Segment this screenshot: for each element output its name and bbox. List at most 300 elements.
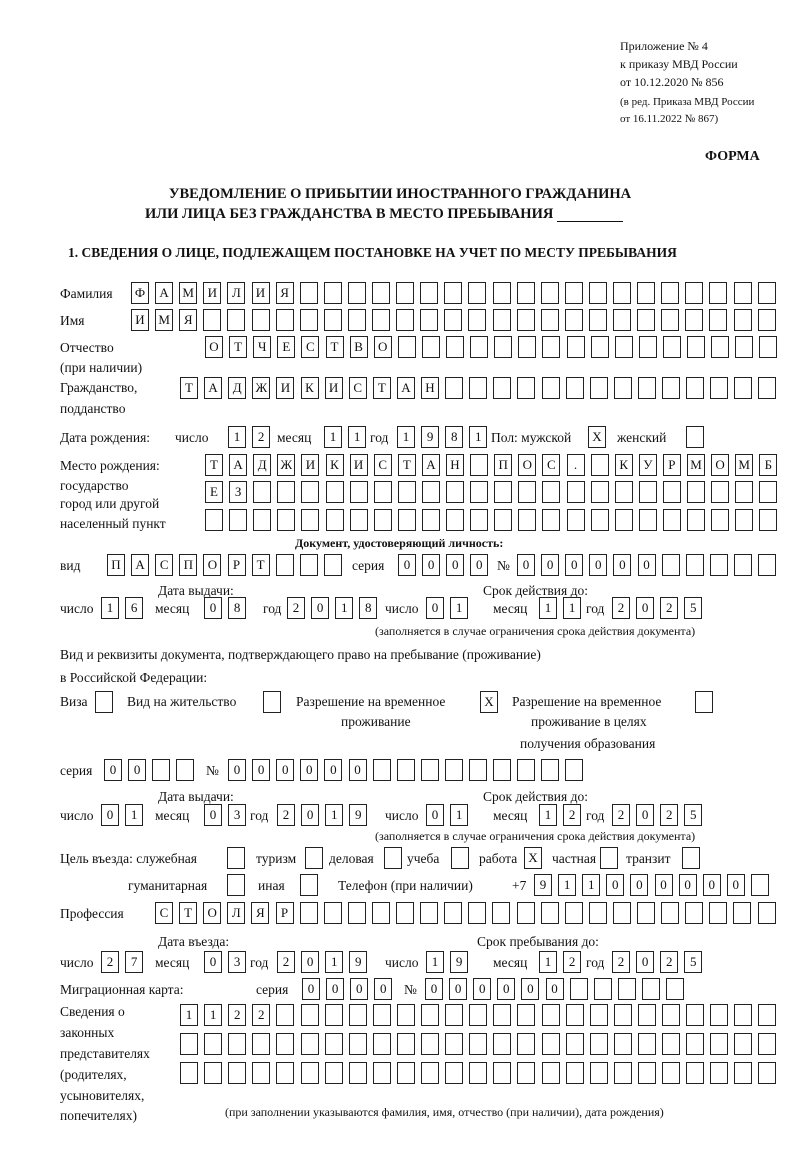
char-box[interactable] — [735, 509, 753, 531]
char-box[interactable] — [470, 509, 488, 531]
char-box[interactable]: 2 — [277, 804, 295, 826]
char-box[interactable] — [615, 481, 633, 503]
char-box[interactable]: Я — [179, 309, 197, 331]
char-box[interactable] — [758, 902, 776, 924]
char-box[interactable] — [758, 1033, 776, 1055]
char-box[interactable] — [492, 902, 510, 924]
char-box[interactable] — [542, 481, 560, 503]
char-box[interactable]: 0 — [546, 978, 564, 1000]
char-box[interactable]: С — [155, 554, 173, 576]
char-box[interactable] — [252, 1062, 270, 1084]
char-box[interactable]: 2 — [252, 1004, 270, 1026]
char-box[interactable] — [301, 1033, 319, 1055]
char-box[interactable] — [542, 377, 560, 399]
char-box[interactable] — [470, 336, 488, 358]
char-box[interactable]: И — [325, 377, 343, 399]
char-box[interactable] — [662, 1062, 680, 1084]
char-box[interactable]: Ж — [277, 454, 295, 476]
char-box[interactable]: К — [615, 454, 633, 476]
char-box[interactable] — [444, 282, 462, 304]
char-box[interactable] — [204, 1062, 222, 1084]
char-box[interactable] — [518, 509, 536, 531]
char-box[interactable] — [614, 1033, 632, 1055]
char-box[interactable] — [350, 509, 368, 531]
char-box[interactable]: 0 — [606, 874, 624, 896]
char-box[interactable] — [567, 336, 585, 358]
char-box[interactable] — [493, 1062, 511, 1084]
char-box[interactable] — [277, 481, 295, 503]
char-box[interactable]: Т — [326, 336, 344, 358]
char-box[interactable] — [615, 509, 633, 531]
char-box[interactable]: 2 — [660, 597, 678, 619]
char-box[interactable] — [277, 509, 295, 531]
char-box[interactable] — [517, 1062, 535, 1084]
char-box[interactable]: У — [639, 454, 657, 476]
char-box[interactable]: И — [350, 454, 368, 476]
char-box[interactable]: 2 — [252, 426, 270, 448]
char-box[interactable] — [494, 509, 512, 531]
char-box[interactable] — [468, 309, 486, 331]
char-box[interactable]: Я — [251, 902, 269, 924]
char-box[interactable]: Н — [421, 377, 439, 399]
char-box[interactable]: А — [131, 554, 149, 576]
char-box[interactable] — [228, 1062, 246, 1084]
char-box[interactable] — [542, 509, 560, 531]
char-box[interactable]: 1 — [539, 804, 557, 826]
char-box[interactable] — [180, 1033, 198, 1055]
char-box[interactable] — [227, 309, 245, 331]
char-box[interactable] — [662, 554, 680, 576]
char-box[interactable]: 9 — [349, 951, 367, 973]
char-box[interactable] — [445, 1033, 463, 1055]
char-box[interactable] — [349, 1033, 367, 1055]
char-box[interactable]: 1 — [125, 804, 143, 826]
char-box[interactable]: 2 — [287, 597, 305, 619]
char-box[interactable] — [542, 1033, 560, 1055]
char-box[interactable] — [326, 481, 344, 503]
char-box[interactable] — [176, 759, 194, 781]
char-box[interactable] — [758, 554, 776, 576]
char-box[interactable]: 0 — [703, 874, 721, 896]
char-box[interactable] — [567, 509, 585, 531]
char-box[interactable]: С — [155, 902, 173, 924]
char-box[interactable] — [325, 1033, 343, 1055]
char-box[interactable]: М — [687, 454, 705, 476]
char-box[interactable] — [687, 481, 705, 503]
char-box[interactable] — [398, 481, 416, 503]
char-box[interactable] — [276, 1062, 294, 1084]
checkbox[interactable] — [384, 847, 402, 869]
char-box[interactable]: 5 — [684, 951, 702, 973]
char-box[interactable] — [638, 1033, 656, 1055]
char-box[interactable] — [663, 336, 681, 358]
char-box[interactable] — [709, 282, 727, 304]
char-box[interactable] — [565, 309, 583, 331]
char-box[interactable] — [613, 309, 631, 331]
char-box[interactable]: О — [203, 902, 221, 924]
char-box[interactable]: 1 — [325, 951, 343, 973]
char-box[interactable] — [421, 1062, 439, 1084]
char-box[interactable]: О — [518, 454, 536, 476]
char-box[interactable] — [324, 554, 342, 576]
char-box[interactable] — [759, 509, 777, 531]
char-box[interactable]: 1 — [101, 597, 119, 619]
char-box[interactable] — [711, 336, 729, 358]
char-box[interactable] — [421, 759, 439, 781]
char-box[interactable] — [517, 282, 535, 304]
char-box[interactable]: А — [155, 282, 173, 304]
char-box[interactable]: 5 — [684, 597, 702, 619]
char-box[interactable]: 3 — [228, 951, 246, 973]
char-box[interactable]: 0 — [426, 597, 444, 619]
checkbox[interactable] — [95, 691, 113, 713]
char-box[interactable] — [253, 481, 271, 503]
char-box[interactable] — [396, 282, 414, 304]
checkbox[interactable]: X — [588, 426, 606, 448]
char-box[interactable] — [445, 759, 463, 781]
char-box[interactable] — [637, 282, 655, 304]
char-box[interactable]: И — [301, 454, 319, 476]
char-box[interactable]: 9 — [349, 804, 367, 826]
char-box[interactable]: 0 — [204, 804, 222, 826]
checkbox[interactable] — [600, 847, 618, 869]
char-box[interactable]: 0 — [302, 978, 320, 1000]
char-box[interactable]: А — [422, 454, 440, 476]
char-box[interactable] — [372, 282, 390, 304]
char-box[interactable]: 0 — [473, 978, 491, 1000]
char-box[interactable]: П — [494, 454, 512, 476]
char-box[interactable] — [444, 902, 462, 924]
char-box[interactable]: Д — [228, 377, 246, 399]
char-box[interactable] — [276, 554, 294, 576]
char-box[interactable]: О — [374, 336, 392, 358]
char-box[interactable]: 2 — [563, 804, 581, 826]
place-blank[interactable] — [557, 209, 623, 222]
char-box[interactable]: 0 — [350, 978, 368, 1000]
char-box[interactable]: 0 — [446, 554, 464, 576]
char-box[interactable]: К — [326, 454, 344, 476]
char-box[interactable]: 9 — [534, 874, 552, 896]
char-box[interactable] — [398, 336, 416, 358]
char-box[interactable]: 1 — [563, 597, 581, 619]
char-box[interactable]: 1 — [582, 874, 600, 896]
char-box[interactable]: И — [131, 309, 149, 331]
char-box[interactable]: 2 — [228, 1004, 246, 1026]
char-box[interactable] — [566, 1033, 584, 1055]
char-box[interactable]: 0 — [398, 554, 416, 576]
char-box[interactable]: 1 — [228, 426, 246, 448]
char-box[interactable]: 0 — [636, 804, 654, 826]
char-box[interactable] — [637, 902, 655, 924]
char-box[interactable]: 1 — [450, 597, 468, 619]
char-box[interactable] — [709, 902, 727, 924]
char-box[interactable]: 0 — [374, 978, 392, 1000]
char-box[interactable]: 0 — [565, 554, 583, 576]
char-box[interactable] — [517, 1004, 535, 1026]
char-box[interactable] — [734, 1004, 752, 1026]
char-box[interactable] — [662, 1004, 680, 1026]
char-box[interactable]: А — [204, 377, 222, 399]
char-box[interactable] — [517, 902, 535, 924]
char-box[interactable] — [751, 874, 769, 896]
char-box[interactable] — [374, 509, 392, 531]
char-box[interactable] — [493, 1033, 511, 1055]
char-box[interactable]: 2 — [660, 804, 678, 826]
char-box[interactable]: О — [203, 554, 221, 576]
char-box[interactable]: С — [301, 336, 319, 358]
char-box[interactable]: 0 — [521, 978, 539, 1000]
char-box[interactable] — [517, 309, 535, 331]
char-box[interactable] — [373, 1062, 391, 1084]
char-box[interactable] — [663, 509, 681, 531]
char-box[interactable] — [373, 759, 391, 781]
char-box[interactable]: 8 — [228, 597, 246, 619]
char-box[interactable] — [470, 481, 488, 503]
char-box[interactable] — [396, 902, 414, 924]
char-box[interactable] — [565, 282, 583, 304]
char-box[interactable]: 0 — [613, 554, 631, 576]
char-box[interactable] — [205, 509, 223, 531]
char-box[interactable]: 0 — [497, 978, 515, 1000]
char-box[interactable] — [301, 509, 319, 531]
char-box[interactable]: 2 — [563, 951, 581, 973]
char-box[interactable]: 8 — [445, 426, 463, 448]
char-box[interactable]: Я — [276, 282, 294, 304]
char-box[interactable] — [468, 902, 486, 924]
char-box[interactable] — [662, 377, 680, 399]
char-box[interactable]: Р — [663, 454, 681, 476]
checkbox[interactable] — [263, 691, 281, 713]
char-box[interactable] — [518, 481, 536, 503]
char-box[interactable] — [253, 509, 271, 531]
char-box[interactable]: А — [229, 454, 247, 476]
char-box[interactable] — [734, 554, 752, 576]
char-box[interactable] — [686, 377, 704, 399]
char-box[interactable]: Л — [227, 902, 245, 924]
char-box[interactable]: 1 — [469, 426, 487, 448]
char-box[interactable] — [493, 759, 511, 781]
char-box[interactable]: 0 — [349, 759, 367, 781]
char-box[interactable] — [759, 336, 777, 358]
char-box[interactable] — [469, 1033, 487, 1055]
char-box[interactable] — [300, 282, 318, 304]
char-box[interactable]: 0 — [630, 874, 648, 896]
char-box[interactable] — [541, 902, 559, 924]
char-box[interactable] — [493, 377, 511, 399]
char-box[interactable] — [589, 282, 607, 304]
char-box[interactable] — [591, 454, 609, 476]
char-box[interactable] — [710, 1062, 728, 1084]
char-box[interactable] — [203, 309, 221, 331]
char-box[interactable] — [637, 309, 655, 331]
char-box[interactable] — [661, 282, 679, 304]
char-box[interactable]: Ф — [131, 282, 149, 304]
char-box[interactable] — [687, 509, 705, 531]
checkbox[interactable] — [227, 847, 245, 869]
char-box[interactable]: 0 — [228, 759, 246, 781]
char-box[interactable] — [639, 336, 657, 358]
char-box[interactable]: 0 — [470, 554, 488, 576]
char-box[interactable] — [709, 309, 727, 331]
char-box[interactable] — [685, 282, 703, 304]
char-box[interactable] — [594, 978, 612, 1000]
char-box[interactable]: Д — [253, 454, 271, 476]
char-box[interactable]: 0 — [422, 554, 440, 576]
char-box[interactable]: С — [374, 454, 392, 476]
char-box[interactable]: . — [567, 454, 585, 476]
char-box[interactable] — [374, 481, 392, 503]
char-box[interactable] — [735, 481, 753, 503]
char-box[interactable]: З — [229, 481, 247, 503]
char-box[interactable] — [759, 481, 777, 503]
checkbox[interactable] — [300, 874, 318, 896]
char-box[interactable] — [566, 377, 584, 399]
char-box[interactable]: 2 — [612, 597, 630, 619]
char-box[interactable]: Ч — [253, 336, 271, 358]
char-box[interactable] — [642, 978, 660, 1000]
char-box[interactable] — [758, 309, 776, 331]
char-box[interactable]: 1 — [204, 1004, 222, 1026]
char-box[interactable]: 1 — [180, 1004, 198, 1026]
char-box[interactable] — [372, 902, 390, 924]
char-box[interactable]: 0 — [636, 951, 654, 973]
char-box[interactable] — [493, 309, 511, 331]
char-box[interactable] — [276, 1033, 294, 1055]
char-box[interactable] — [324, 282, 342, 304]
char-box[interactable] — [350, 481, 368, 503]
checkbox[interactable] — [682, 847, 700, 869]
char-box[interactable] — [398, 509, 416, 531]
char-box[interactable] — [301, 1062, 319, 1084]
char-box[interactable]: 0 — [300, 759, 318, 781]
char-box[interactable] — [252, 309, 270, 331]
char-box[interactable] — [420, 309, 438, 331]
char-box[interactable] — [469, 1004, 487, 1026]
char-box[interactable] — [470, 454, 488, 476]
char-box[interactable] — [565, 759, 583, 781]
char-box[interactable] — [613, 902, 631, 924]
char-box[interactable] — [663, 481, 681, 503]
char-box[interactable] — [421, 1033, 439, 1055]
char-box[interactable] — [517, 759, 535, 781]
char-box[interactable] — [686, 1004, 704, 1026]
char-box[interactable] — [444, 309, 462, 331]
char-box[interactable]: 0 — [541, 554, 559, 576]
char-box[interactable]: 0 — [638, 554, 656, 576]
checkbox[interactable] — [686, 426, 704, 448]
checkbox[interactable] — [305, 847, 323, 869]
char-box[interactable] — [686, 1033, 704, 1055]
char-box[interactable]: И — [276, 377, 294, 399]
char-box[interactable] — [618, 978, 636, 1000]
char-box[interactable]: Н — [446, 454, 464, 476]
char-box[interactable]: 2 — [101, 951, 119, 973]
char-box[interactable]: 1 — [324, 426, 342, 448]
char-box[interactable] — [566, 1062, 584, 1084]
char-box[interactable] — [758, 1062, 776, 1084]
char-box[interactable] — [348, 902, 366, 924]
char-box[interactable]: 0 — [727, 874, 745, 896]
char-box[interactable] — [711, 509, 729, 531]
char-box[interactable]: 2 — [612, 951, 630, 973]
char-box[interactable]: 1 — [348, 426, 366, 448]
char-box[interactable]: 0 — [517, 554, 535, 576]
char-box[interactable]: 0 — [324, 759, 342, 781]
char-box[interactable]: 1 — [558, 874, 576, 896]
char-box[interactable] — [421, 1004, 439, 1026]
char-box[interactable] — [324, 309, 342, 331]
char-box[interactable] — [397, 1004, 415, 1026]
char-box[interactable] — [276, 1004, 294, 1026]
char-box[interactable]: 1 — [335, 597, 353, 619]
char-box[interactable]: П — [179, 554, 197, 576]
char-box[interactable]: 2 — [277, 951, 295, 973]
char-box[interactable] — [301, 481, 319, 503]
char-box[interactable]: 1 — [539, 597, 557, 619]
char-box[interactable] — [662, 1033, 680, 1055]
char-box[interactable]: М — [735, 454, 753, 476]
char-box[interactable]: 3 — [228, 804, 246, 826]
char-box[interactable] — [710, 554, 728, 576]
char-box[interactable] — [734, 309, 752, 331]
char-box[interactable] — [469, 1062, 487, 1084]
char-box[interactable] — [565, 902, 583, 924]
char-box[interactable] — [541, 309, 559, 331]
char-box[interactable] — [710, 1004, 728, 1026]
char-box[interactable]: М — [179, 282, 197, 304]
char-box[interactable] — [396, 309, 414, 331]
char-box[interactable] — [542, 1004, 560, 1026]
char-box[interactable] — [468, 282, 486, 304]
char-box[interactable] — [638, 1004, 656, 1026]
char-box[interactable] — [301, 1004, 319, 1026]
char-box[interactable]: Т — [373, 377, 391, 399]
char-box[interactable] — [542, 1062, 560, 1084]
char-box[interactable]: 6 — [125, 597, 143, 619]
char-box[interactable] — [590, 1004, 608, 1026]
char-box[interactable]: 1 — [325, 804, 343, 826]
char-box[interactable]: Е — [277, 336, 295, 358]
char-box[interactable]: 0 — [449, 978, 467, 1000]
char-box[interactable]: О — [205, 336, 223, 358]
char-box[interactable] — [661, 309, 679, 331]
char-box[interactable]: 1 — [397, 426, 415, 448]
char-box[interactable] — [570, 978, 588, 1000]
char-box[interactable]: 2 — [660, 951, 678, 973]
char-box[interactable] — [566, 1004, 584, 1026]
char-box[interactable]: 9 — [421, 426, 439, 448]
char-box[interactable] — [446, 481, 464, 503]
char-box[interactable]: Ж — [252, 377, 270, 399]
checkbox[interactable] — [695, 691, 713, 713]
char-box[interactable]: И — [203, 282, 221, 304]
char-box[interactable] — [591, 336, 609, 358]
char-box[interactable] — [733, 902, 751, 924]
char-box[interactable] — [494, 481, 512, 503]
char-box[interactable] — [397, 759, 415, 781]
char-box[interactable] — [758, 282, 776, 304]
char-box[interactable] — [711, 481, 729, 503]
char-box[interactable] — [589, 902, 607, 924]
char-box[interactable] — [685, 309, 703, 331]
char-box[interactable]: 1 — [539, 951, 557, 973]
char-box[interactable]: 0 — [204, 951, 222, 973]
char-box[interactable]: 8 — [359, 597, 377, 619]
char-box[interactable] — [542, 336, 560, 358]
char-box[interactable] — [422, 481, 440, 503]
char-box[interactable] — [734, 1033, 752, 1055]
checkbox[interactable]: X — [524, 847, 542, 869]
